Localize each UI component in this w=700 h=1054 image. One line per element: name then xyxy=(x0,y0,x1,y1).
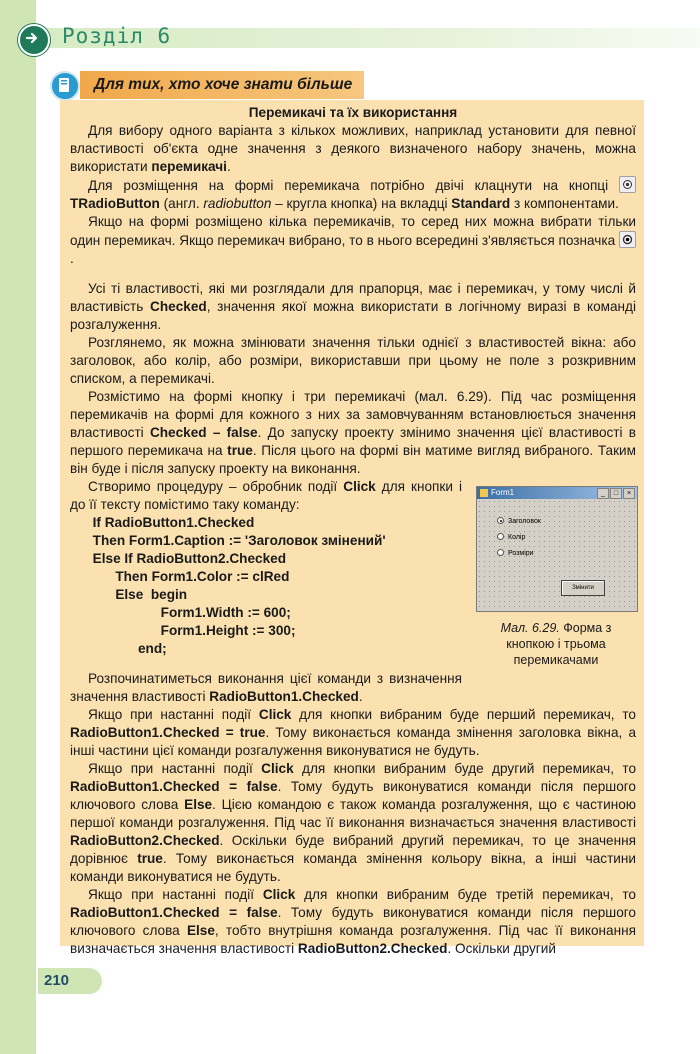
code-line: Else If RadioButton2.Checked xyxy=(70,551,287,566)
paragraph: Якщо при настанні події Click для кнопки вибраним буде другий перемикач, то RadioButton1.Checked = false. Тому будуть виконуватися команди після першого ключового слова Else. Цією командою є також команда розгалуження, що є частиною першої команди розгалуження. Під час її виконання визначається значення властивості RadioButton2.Checked. Оскільки буде вибраний другий перемикач, то це значення дорівнює true. Тому виконається команда змінення кольору вікна, а інші частини команди виконуватися не будуть. xyxy=(70,761,637,884)
form-body xyxy=(477,499,637,611)
paragraph: Якщо на формі розміщено кілька перемикачів, то серед них можна вибрати тільки один перемикач. Якщо перемикач вибрано, то в нього всередині з'являється позначка . xyxy=(70,214,636,266)
paragraph: Створимо процедуру – обробник події Click для кнопки і до її тексту помістимо таку команду: xyxy=(70,479,462,512)
paragraph: Розмістимо на формі кнопку і три перемикачі (мал. 6.29). Під час розміщення перемикачів на формі для кожного з них за замовчуванням встановлюється значення властивості Checked – false. До запуску проекту змінимо значення цієї властивості в першого перемикача на true. Після цього на формі він матиме вигляд вибраного. Таким він буде і після запуску проекту на виконання. xyxy=(70,389,636,476)
chapter-title: Розділ 6 xyxy=(62,24,172,48)
chapter-arrow-icon xyxy=(18,24,50,56)
form-title: Form1 xyxy=(491,488,515,497)
radio-button-tool-icon xyxy=(619,176,636,193)
code-line: If RadioButton1.Checked xyxy=(70,515,255,530)
figure-6-29 xyxy=(476,486,636,668)
paragraph: Для розміщення на формі перемикача потрібно двічі клацнути на кнопці TRadioButton (англ. radiobutton – кругла кнопка) на вкладці Standard з компонентами. xyxy=(70,176,636,213)
paragraph: Розглянемо, як можна змінювати значення тільки однієї з властивостей вікна: або заголовок, або колір, або розміри, використавши при цьому не поле з розкривним списком, а перемикачі. xyxy=(70,335,636,386)
code-line: end; xyxy=(70,641,167,656)
code-line: Then Form1.Color := clRed xyxy=(70,569,290,584)
radio-option: Заголовок xyxy=(497,513,541,531)
selected-radio-icon xyxy=(619,231,636,248)
info-box-content xyxy=(70,104,636,958)
form-window-screenshot xyxy=(476,486,638,612)
left-margin-strip xyxy=(0,0,36,1054)
paragraph: Якщо при настанні події Click для кнопки вибраним буде третій перемикач, то RadioButton1.Checked = false. Тому будуть виконуватися команди після першого ключового слова Else, тобто внутрішня команда розгалуження. Під час її виконання визначається значення властивості RadioButton2.Checked. Оскільки другий xyxy=(70,887,636,956)
code-line: Form1.Width := 600; xyxy=(70,605,291,620)
section-badge-label: Для тих, хто хоче знати більше xyxy=(94,76,353,93)
code-line: Then Form1.Caption := 'Заголовок змінений' xyxy=(70,533,386,548)
paragraph: Розпочинатиметься виконання цієї команди з визначення значення властивості RadioButton1.Checked. xyxy=(70,671,462,704)
page-number: 210 xyxy=(44,972,70,989)
box-title: Перемикачі та їх використання xyxy=(248,105,458,120)
change-button: Змінити xyxy=(561,580,605,596)
close-icon: × xyxy=(623,488,635,499)
page-number-tab xyxy=(36,966,104,996)
section-badge xyxy=(80,71,364,99)
radio-option: Розміри xyxy=(497,545,534,563)
radio-option: Колір xyxy=(497,529,525,547)
window-icon xyxy=(480,489,488,497)
figure-caption: Мал. 6.29. Форма з кнопкою і трьома перемикачами xyxy=(500,621,612,667)
book-icon xyxy=(50,71,80,101)
paragraph: Для вибору одного варіанта з кількох можливих, наприклад установити для певної властивості об'єкта одне значення з деякого визначеного набору значень, можна використати перемикачі. xyxy=(70,123,636,174)
paragraph: Усі ті властивості, які ми розглядали для прапорця, має і перемикач, у тому числі й властивість Checked, значення якої можна використати в логічному виразі в команді розгалуження. xyxy=(70,281,637,332)
maximize-icon: □ xyxy=(610,488,622,499)
code-line: Form1.Height := 300; xyxy=(70,623,296,638)
code-line: Else begin xyxy=(70,587,188,602)
paragraph: Якщо при настанні події Click для кнопки вибраним буде перший перемикач, то RadioButton1.Checked = true. Тому виконається команда змінення заголовка вікна, а інші частини цієї команди розгалуження виконуватися не будуть. xyxy=(70,707,637,758)
form-titlebar xyxy=(477,487,637,499)
minimize-icon: _ xyxy=(597,488,609,499)
